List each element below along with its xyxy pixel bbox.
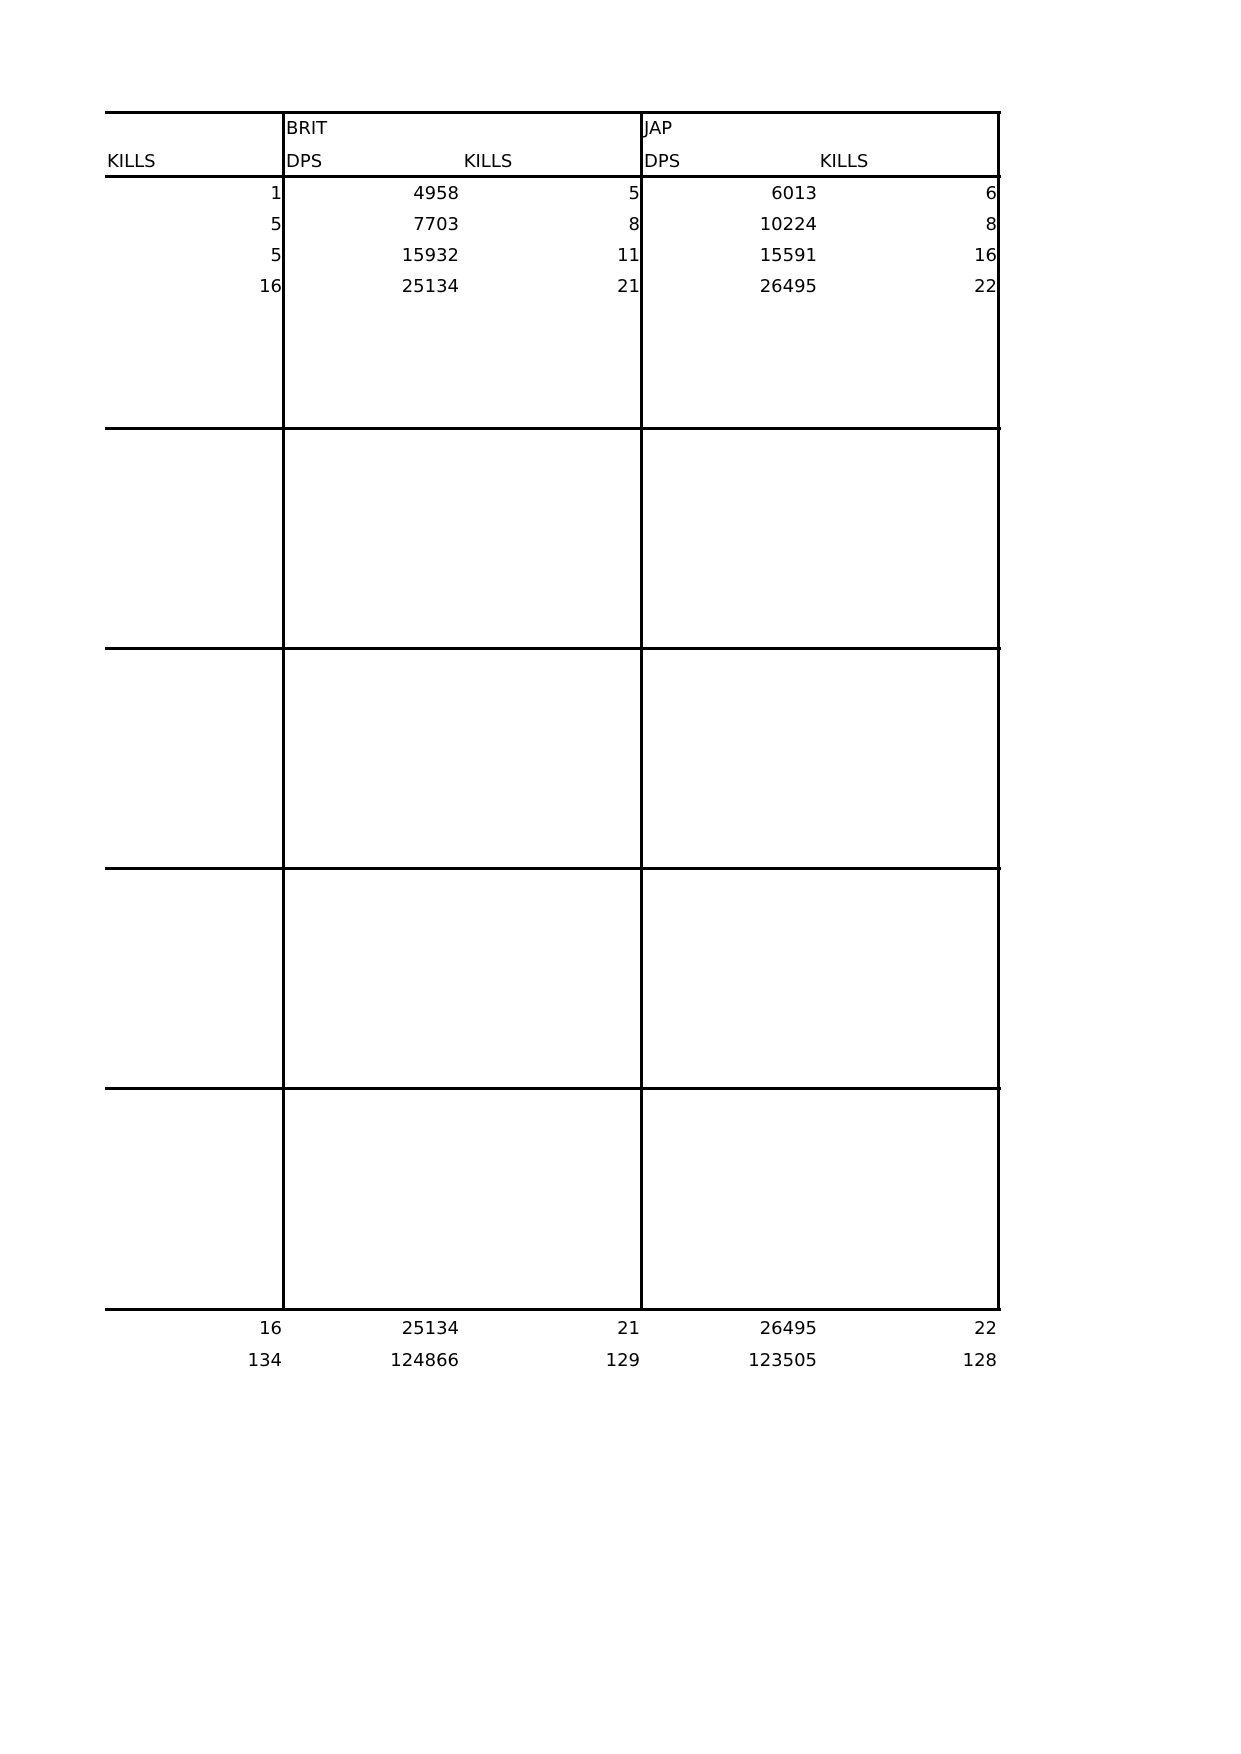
table-cell-kills: 5: [270, 214, 282, 235]
table-cell-brit-kills: 8: [628, 214, 640, 235]
total-cell-jap-dps: 123505: [748, 1350, 817, 1371]
column-header-brit-kills: KILLS: [463, 151, 513, 172]
table-cell-jap-kills: 6: [985, 183, 997, 204]
table-cell-kills: 1: [270, 183, 282, 204]
table-cell-brit-dps: 4958: [413, 183, 459, 204]
table-bottom-border: [105, 1308, 1001, 1311]
table-cell-kills: 5: [270, 245, 282, 266]
total-cell-brit-dps: 124866: [390, 1350, 459, 1371]
table-cell-brit-dps: 25134: [401, 276, 459, 297]
column-header-brit-dps: DPS: [286, 151, 323, 172]
footer-cell-jap-kills: 22: [974, 1318, 997, 1339]
group-header-brit: BRIT: [286, 118, 328, 139]
table-cell-jap-kills: 16: [974, 245, 997, 266]
table-cell-jap-kills: 22: [974, 276, 997, 297]
footer-cell-kills: 16: [259, 1318, 282, 1339]
block-divider-3: [105, 867, 1001, 870]
column-header-jap-dps: DPS: [644, 151, 681, 172]
table-cell-brit-dps: 7703: [413, 214, 459, 235]
block-divider-2: [105, 647, 1001, 650]
header-bottom-border: [105, 175, 1001, 178]
brit-left-border: [282, 111, 285, 1311]
block-divider-1: [105, 427, 1001, 430]
footer-cell-brit-dps: 25134: [401, 1318, 459, 1339]
column-header-kills: KILLS: [107, 151, 156, 172]
footer-cell-jap-dps: 26495: [759, 1318, 817, 1339]
total-cell-kills: 134: [247, 1350, 282, 1371]
table-cell-jap-dps: 15591: [759, 245, 817, 266]
table-cell-jap-dps: 6013: [771, 183, 817, 204]
total-cell-jap-kills: 128: [962, 1350, 997, 1371]
jap-left-border: [640, 111, 643, 1311]
table-cell-brit-kills: 11: [617, 245, 640, 266]
table-top-border: [105, 111, 1001, 114]
table-cell-brit-kills: 5: [628, 183, 640, 204]
table-cell-kills: 16: [259, 276, 282, 297]
group-header-jap: JAP: [644, 118, 673, 139]
column-header-jap-kills: KILLS: [819, 151, 869, 172]
table-right-border: [997, 111, 1000, 1311]
footer-cell-brit-kills: 21: [617, 1318, 640, 1339]
table-cell-brit-kills: 21: [617, 276, 640, 297]
table-cell-brit-dps: 15932: [401, 245, 459, 266]
table-cell-jap-dps: 26495: [759, 276, 817, 297]
table-cell-jap-kills: 8: [985, 214, 997, 235]
total-cell-brit-kills: 129: [605, 1350, 640, 1371]
table-cell-jap-dps: 10224: [759, 214, 817, 235]
block-divider-4: [105, 1087, 1001, 1090]
